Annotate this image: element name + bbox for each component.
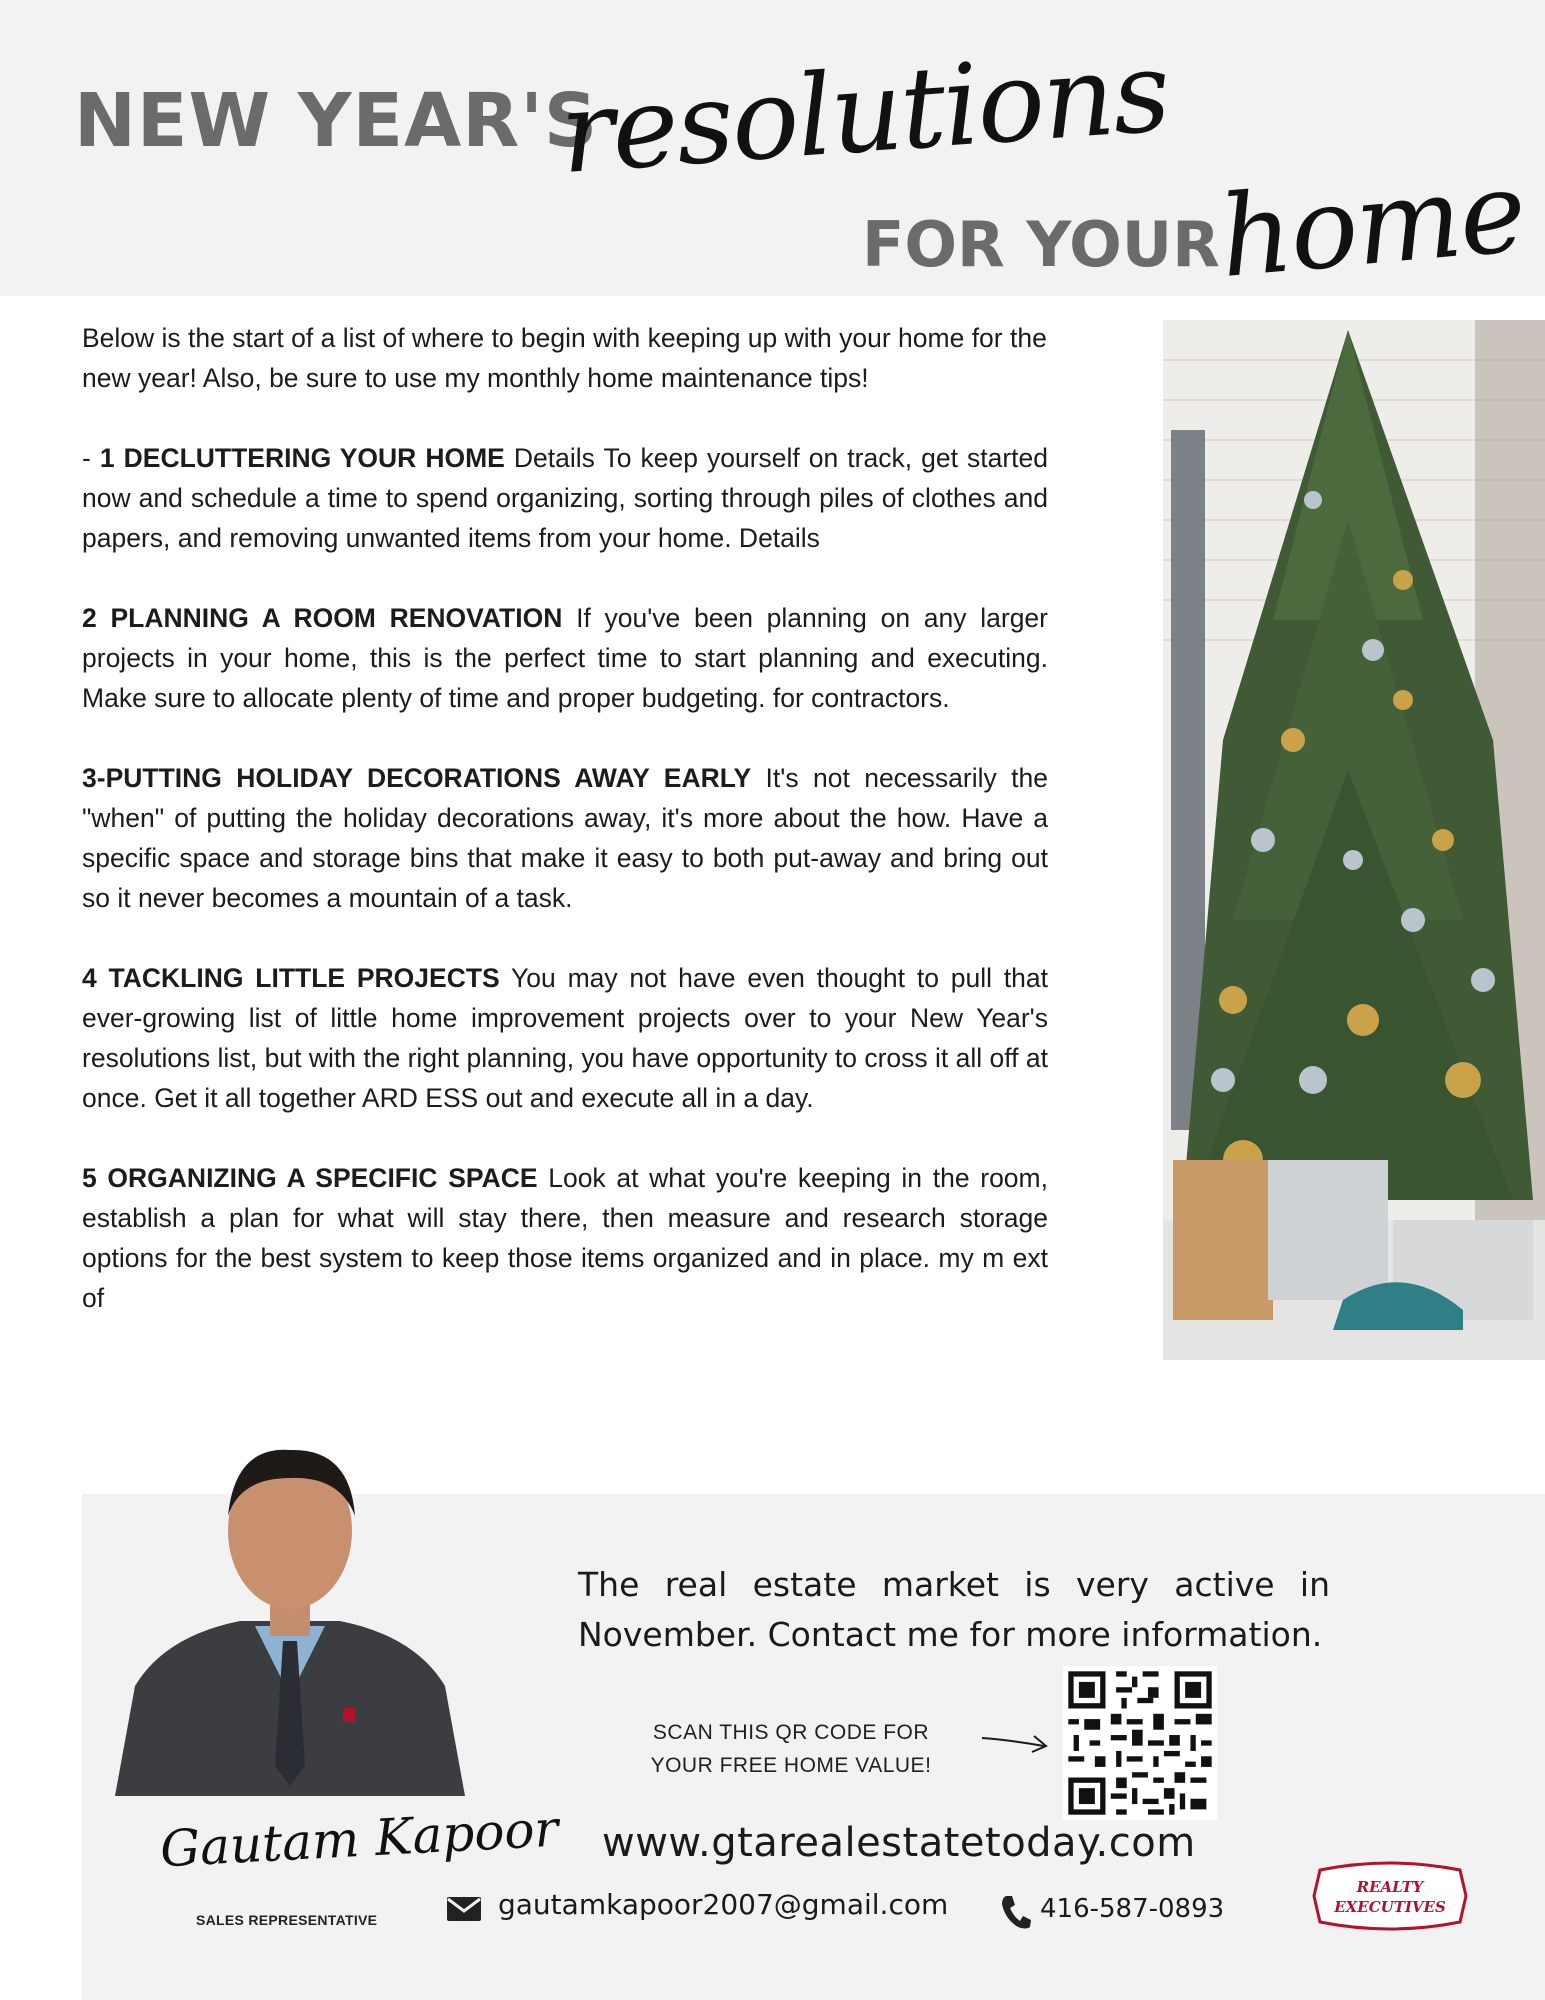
christmas-tree-illustration (1163, 320, 1545, 1360)
email-link[interactable]: gautamkapoor2007@gmail.com (498, 1888, 949, 1921)
qr-instructions (636, 1716, 946, 1782)
intro-paragraph: Below is the start of a list of where to begin with keeping up with your home for the new year! Also, be sure to use my monthly home maintenance tips! (82, 323, 1047, 393)
tip-text: Details To keep yourself on track, get started now and schedule a time to spend organizing, sorting through piles of clothes and papers, and removing unwanted items from your home. Details (82, 443, 1049, 553)
tip-text: If you've been planning on any larger projects in your home, this is the perfect time to start planning and executing. Make sure to allocate plenty of time and proper budgeting. for contractors. (82, 603, 1048, 713)
article-body (82, 318, 1048, 1358)
tip-item-2 (82, 598, 1048, 718)
tip-item-3 (82, 758, 1048, 918)
tip-title: 2 PLANNING A ROOM RENOVATION (82, 603, 563, 633)
qr-code-graphic (1063, 1666, 1217, 1820)
christmas-tree-photo (1163, 320, 1545, 1360)
svg-text:REALTY: REALTY (1356, 1878, 1424, 1896)
agent-signature: Gautam Kapoor (158, 1799, 560, 1879)
realty-executives-logo (1310, 1860, 1470, 1932)
tip-title: 4 TACKLING LITTLE PROJECTS (82, 963, 500, 993)
agent-role: SALES REPRESENTATIVE (196, 1912, 378, 1928)
tip-title: 5 ORGANIZING A SPECIFIC SPACE (82, 1163, 538, 1193)
tip-text: It's not necessarily the "when" of putting the holiday decorations away, it's more about the how. Have a specific space and storage bins that make it easy to both put-away and bring out so it never becomes a mountain of a task. (82, 763, 1048, 913)
phone-number[interactable]: 416-587-0893 (1040, 1894, 1225, 1924)
phone-icon (1000, 1894, 1032, 1930)
tip-title: 3-PUTTING HOLIDAY DECORATIONS AWAY EARLY (82, 763, 752, 793)
envelope-icon (446, 1896, 482, 1922)
tip-item-4 (82, 958, 1048, 1118)
tip-text: Look at what you're keeping in the room, establish a plan for what will stay there, then measure and research storage options for the best system to keep those items organized and in place. my m ext of (82, 1163, 1048, 1313)
tip-title: 1 DECLUTTERING YOUR HOME (99, 443, 505, 473)
headline-for-your: FOR YOUR (862, 208, 1220, 281)
headline-script-home: home (1214, 146, 1530, 304)
qr-instructions-line2: YOUR FREE HOME VALUE! (650, 1754, 932, 1777)
qr-code[interactable] (1063, 1666, 1217, 1820)
tip-item-5 (82, 1158, 1048, 1318)
tip-item-1: - 1 DECLUTTERING YOUR HOME Details To keep yourself on track, get started now and schedule a time to spend organizing, sorting through piles of clothes and papers, and removing unwanted items from your home. Details (82, 443, 1049, 553)
market-message: The real estate market is very active in November. Contact me for more information. (578, 1565, 1330, 1654)
agent-portrait (105, 1436, 475, 1796)
headline-new-years: NEW YEAR'S (74, 78, 599, 164)
agent-portrait-illustration (105, 1436, 475, 1796)
realty-executives-logo-graphic (1310, 1860, 1470, 1932)
website-link[interactable]: www.gtarealestatetoday.com (602, 1820, 1196, 1866)
svg-text:EXECUTIVES: EXECUTIVES (1334, 1898, 1446, 1916)
qr-instructions-line1: SCAN THIS QR CODE FOR (652, 1721, 930, 1744)
arrow-right-icon (980, 1724, 1052, 1754)
tip-text: You may not have even thought to pull that ever-growing list of little home improvement projects over to your New Year's resolutions list, but with the right planning, you have opportunity to cross it all off at once. Get it all together ARD ESS out and execute all in a day. (82, 963, 1048, 1113)
headline-script-resolutions: resolutions (556, 26, 1173, 200)
